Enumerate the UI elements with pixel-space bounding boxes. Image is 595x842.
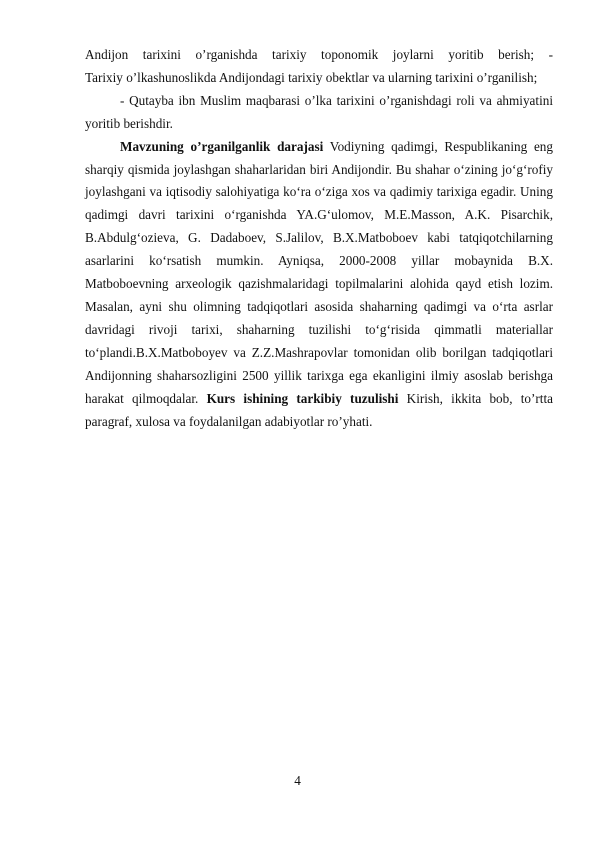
page-number: 4 [294, 773, 301, 788]
objective-line-1 [85, 44, 553, 67]
research-degree-paragraph [85, 136, 553, 434]
objective-line-2: Tarixiy o’lkashunoslikda Andijondagi tarixiy obektlar va ularning tarixini o’rganilish; [85, 69, 538, 85]
section-heading-structure: Kurs ishining tarkibiy tuzulishi [206, 390, 399, 406]
objective-1-text: Andijon tarixini o’rganishda tarixiy toponomik joylarni yoritib berish; [85, 47, 535, 62]
objective-line-3: - Qutayba ibn Muslim maqbarasi o’lka tarixini o’rganishdagi roli va ahmiyatini yoritib berishdir. [85, 92, 553, 131]
structure-text: Kirish, ikkita bob, to’rtta paragraf, xulosa va foydalanilgan adabiyotlar ro’yhati. [85, 390, 553, 429]
body-text [85, 44, 553, 433]
list-dash: - [548, 47, 553, 62]
section-heading-research-degree: Mavzuning o’rganilganlik darajasi [120, 138, 324, 154]
research-degree-text: Vodiyning qadimgi, Respublikaning eng sharqiy qismida joylashgan shaharlaridan biri Andijondir. Bu shahar o‘zining jo‘g‘rofiy joylashgani va iqtisodiy salohiyatiga ko‘ra o‘ziga xos va qadimiy tarixiga egadir. Uning qadimgi davri tarixini o‘rganishda YA.G‘ulomov, M.E.Masson, A.K. Pisarchik, B.Abdulg‘ozieva, G. Dadaboev, S.Jalilov, B.X.Matboboev kabi tatqiqotchilarning asarlarini ko‘rsatish mumkin. Ayniqsa, 2000-2008 yillar mobaynida B.X. Matboboevning arxeologik qazishmalaridagi topilmalarini alohida qayd etish lozim. Masalan, ayni shu olimning tadqiqotlari asosida shaharning qadimgi va o‘rta asrlar davridagi rivoji tarixi, shaharning tuzilishi to‘g‘risida qimmatli materiallar to‘plandi.B.X.Matboboyev va Z.Z.Mashrapovlar tomonidan olib borilgan tadqiqotlari Andijonning shaharsozligini 2500 yillik tarixga ega ekanligini ilmiy asoslab berishga harakat qilmoqdalar. [85, 138, 553, 406]
